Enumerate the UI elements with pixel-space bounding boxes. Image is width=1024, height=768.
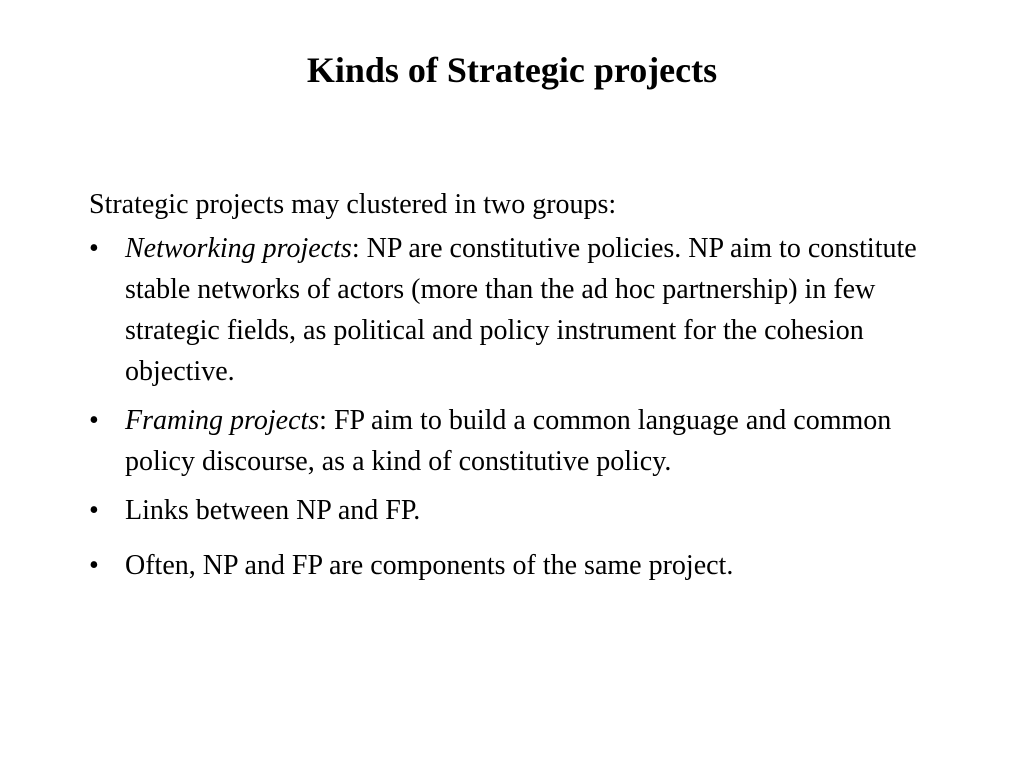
bullet-text: Links between NP and FP. bbox=[125, 495, 421, 526]
bullet-item-links bbox=[89, 490, 949, 531]
bullet-dot-icon: • bbox=[89, 405, 99, 436]
intro-text: Strategic projects may clustered in two groups: bbox=[89, 189, 617, 220]
bullet-dot-icon: • bbox=[89, 550, 99, 581]
bullet-term: Framing projects bbox=[125, 405, 320, 436]
bullet-item-components bbox=[89, 545, 949, 586]
bullet-text: : NP are constitutive policies. NP aim to constitute stable networks of actors (more than the ad hoc partnership) in few strategic fields, as political and policy instrument for the cohesion objective. bbox=[125, 233, 917, 387]
bullet-dot-icon: • bbox=[89, 233, 99, 264]
bullet-term: Networking projects bbox=[125, 233, 352, 264]
bullet-item-networking bbox=[89, 228, 949, 392]
bullet-dot-icon: • bbox=[89, 495, 99, 526]
slide-body bbox=[89, 184, 949, 594]
bullet-text: Often, NP and FP are components of the same project. bbox=[125, 550, 734, 581]
slide-title: Kinds of Strategic projects bbox=[306, 50, 718, 90]
bullet-text: : FP aim to build a common language and common policy discourse, as a kind of constitutive policy. bbox=[125, 405, 892, 477]
bullet-item-framing bbox=[89, 400, 949, 482]
bullet-list bbox=[89, 228, 949, 586]
